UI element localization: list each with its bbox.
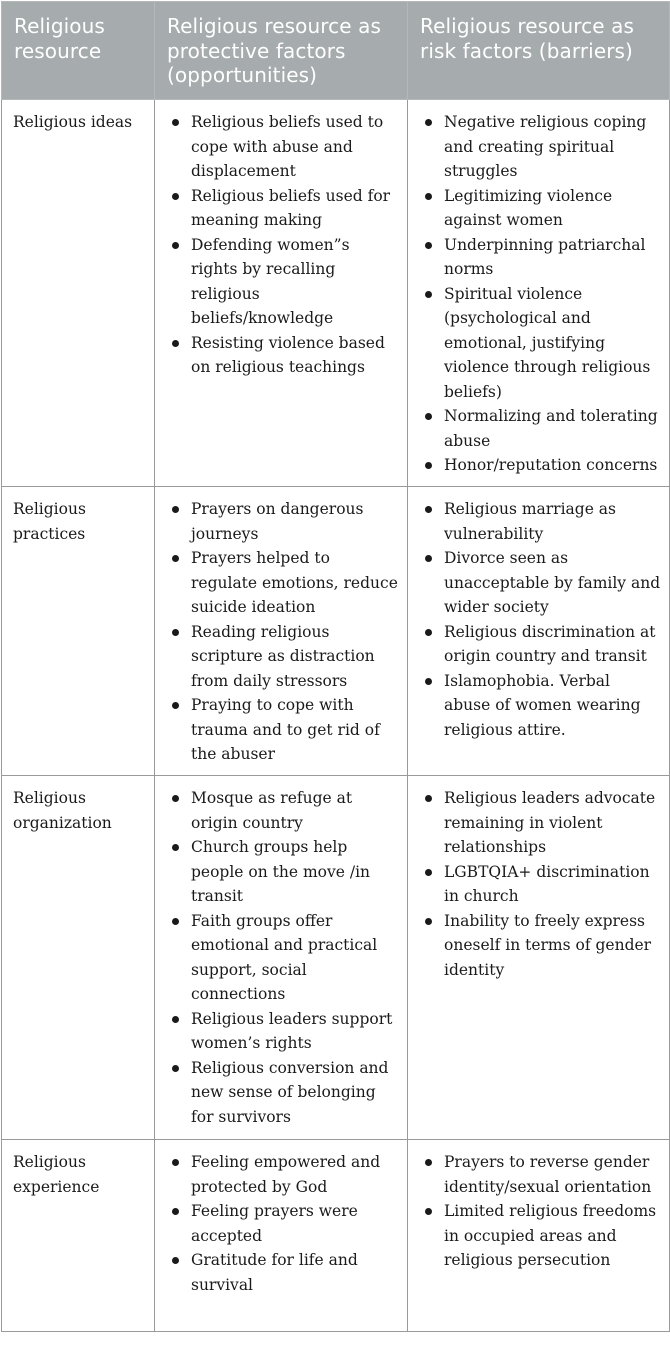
protective-cell xyxy=(155,1140,408,1332)
list-item: Normalizing and tolerating abuse xyxy=(419,404,661,453)
list-item: Faith groups offer emotional and practical support, social connections xyxy=(166,909,399,1007)
list-item: Religious discrimination at origin country and transit xyxy=(419,620,661,669)
risk-cell xyxy=(408,100,670,487)
risk-cell xyxy=(408,487,670,776)
protective-list xyxy=(166,110,399,380)
list-item: Spiritual violence (psychological and emotional, justifying violence through religious beliefs) xyxy=(419,282,661,405)
risk-cell xyxy=(408,1140,670,1332)
list-item: Inability to freely express oneself in terms of gender identity xyxy=(419,909,661,983)
list-item: Mosque as refuge at origin country xyxy=(166,786,399,835)
risk-list xyxy=(419,1150,661,1273)
list-item: Underpinning patriarchal norms xyxy=(419,233,661,282)
list-item: LGBTQIA+ discrimination in church xyxy=(419,860,661,909)
list-item: Church groups help people on the move /in transit xyxy=(166,835,399,909)
list-item: Feeling empowered and protected by God xyxy=(166,1150,399,1199)
header-resource: Religious resource xyxy=(2,2,155,100)
list-item: Religious leaders advocate remaining in violent relationships xyxy=(419,786,661,860)
list-item: Prayers on dangerous journeys xyxy=(166,497,399,546)
protective-cell xyxy=(155,100,408,487)
list-item: Resisting violence based on religious teachings xyxy=(166,331,399,380)
protective-cell xyxy=(155,487,408,776)
header-protective: Religious resource as protective factors (opportunities) xyxy=(155,2,408,100)
risk-list xyxy=(419,786,661,982)
list-item: Prayers to reverse gender identity/sexual orientation xyxy=(419,1150,661,1199)
protective-cell xyxy=(155,776,408,1140)
list-item: Reading religious scripture as distraction from daily stressors xyxy=(166,620,399,694)
resource-cell: Religious organization xyxy=(2,776,155,1140)
list-item: Religious marriage as vulnerability xyxy=(419,497,661,546)
header-row xyxy=(2,2,670,100)
list-item: Religious beliefs used to cope with abuse and displacement xyxy=(166,110,399,184)
list-item: Religious leaders support women’s rights xyxy=(166,1007,399,1056)
list-item: Feeling prayers were accepted xyxy=(166,1199,399,1248)
list-item: Divorce seen as unacceptable by family and wider society xyxy=(419,546,661,620)
list-item: Honor/reputation concerns xyxy=(419,453,661,478)
list-item: Religious conversion and new sense of belonging for survivors xyxy=(166,1056,399,1130)
list-item: Limited religious freedoms in occupied areas and religious persecution xyxy=(419,1199,661,1273)
table-row xyxy=(2,776,670,1140)
list-item: Religious beliefs used for meaning making xyxy=(166,184,399,233)
protective-list xyxy=(166,1150,399,1297)
list-item: Praying to cope with trauma and to get rid of the abuser xyxy=(166,693,399,767)
risk-list xyxy=(419,110,661,478)
risk-list xyxy=(419,497,661,742)
protective-list xyxy=(166,786,399,1129)
list-item: Defending women”s rights by recalling religious beliefs/knowledge xyxy=(166,233,399,331)
list-item: Islamophobia. Verbal abuse of women wearing religious attire. xyxy=(419,669,661,743)
table-row xyxy=(2,1140,670,1332)
resource-cell: Religious ideas xyxy=(2,100,155,487)
list-item: Legitimizing violence against women xyxy=(419,184,661,233)
table-row xyxy=(2,100,670,487)
header-risk: Religious resource as risk factors (barriers) xyxy=(408,2,670,100)
protective-list xyxy=(166,497,399,767)
religious-resources-table xyxy=(1,1,670,1332)
table-row xyxy=(2,487,670,776)
risk-cell xyxy=(408,776,670,1140)
list-item: Prayers helped to regulate emotions, reduce suicide ideation xyxy=(166,546,399,620)
list-item: Negative religious coping and creating spiritual struggles xyxy=(419,110,661,184)
list-item: Gratitude for life and survival xyxy=(166,1248,399,1297)
resource-cell: Religious experience xyxy=(2,1140,155,1332)
resource-cell: Religious practices xyxy=(2,487,155,776)
